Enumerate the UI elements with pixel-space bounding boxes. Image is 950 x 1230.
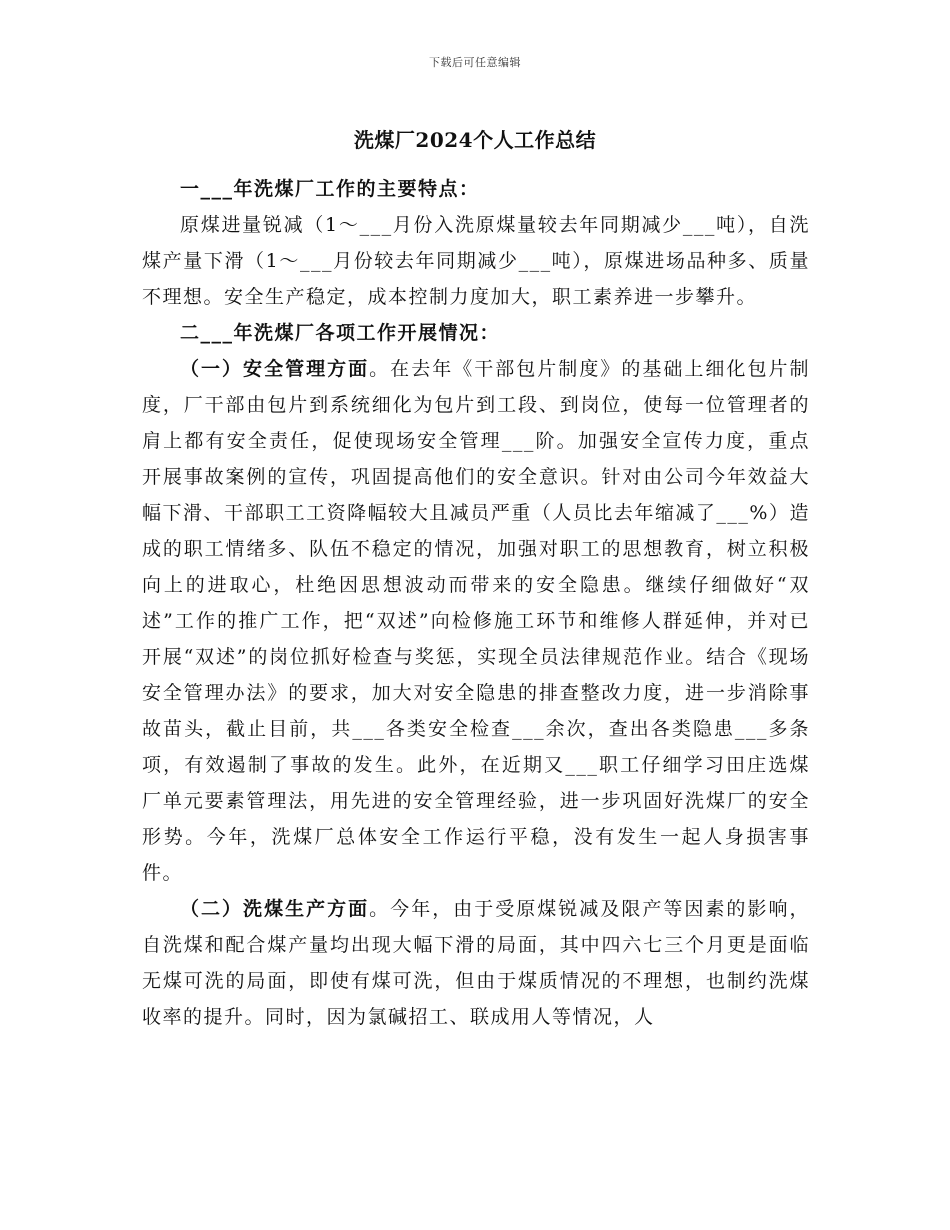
coal-washing-lead: （二）洗煤生产方面 <box>180 898 370 920</box>
section-2-heading: 二___年洗煤厂各项工作开展情况： <box>180 322 501 344</box>
safety-management-text: 。在去年《干部包片制度》的基础上细化包片制度，厂干部由包片到系统细化为包片到工段、到岗位，使每一位管理者的肩上都有安全责任，促使现场安全管理___阶。加强安全宣传力度，重点开展事故案例的宣传，巩固提高他们的安全意识。针对由公司今年效益大幅下滑、干部职工工资降幅较大且减员严重（人员比去年缩减了___%）造成的职工情绪多、队伍不稳定的情况，加强对职工的思想教育，树立积极向上的进取心，杜绝因思想波动而带来的安全隐患。继续仔细做好“双述”工作的推广工作，把“双述”向检修施工环节和维修人群延伸，并对已开展“双述”的岗位抓好检查与奖惩，实现全员法律规范作业。结合《现场安全管理办法》的要求，加大对安全隐患的排查整改力度，进一步消除事故苗头，截止目前，共___各类安全检查___余次，查出各类隐患___多条项，有效遏制了事故的发生。此外，在近期又___职工仔细学习田庄选煤厂单元要素管理法，用先进的安全管理经验，进一步巩固好洗煤厂的安全形势。今年，洗煤厂总体安全工作运行平稳，没有发生一起人身损害事件。 <box>142 358 810 884</box>
document-body <box>142 171 810 1035</box>
safety-management-paragraph <box>142 351 810 891</box>
coal-washing-text: 。今年，由于受原煤锐减及限产等因素的影响，自洗煤和配合煤产量均出现大幅下滑的局面，其中四六七三个月更是面临无煤可洗的局面，即使有煤可洗，但由于煤质情况的不理想，也制约洗煤收率的提升。同时，因为氯碱招工、联成用人等情况，人 <box>142 898 810 1028</box>
section-1-heading: 一___年洗煤厂工作的主要特点： <box>180 178 480 200</box>
section-1-paragraph: 原煤进量锐减（1～___月份入洗原煤量较去年同期减少___吨），自洗煤产量下滑（1～___月份较去年同期减少___吨），原煤进场品种多、质量不理想。安全生产稳定，成本控制力度加大，职工素养进一步攀升。 <box>142 214 810 308</box>
document-title: 洗煤厂2024个人工作总结 <box>353 128 597 152</box>
safety-management-lead: （一）安全管理方面 <box>180 358 370 380</box>
coal-washing-paragraph <box>142 891 810 1035</box>
page-header-note: 下载后可任意编辑 <box>429 56 521 69</box>
